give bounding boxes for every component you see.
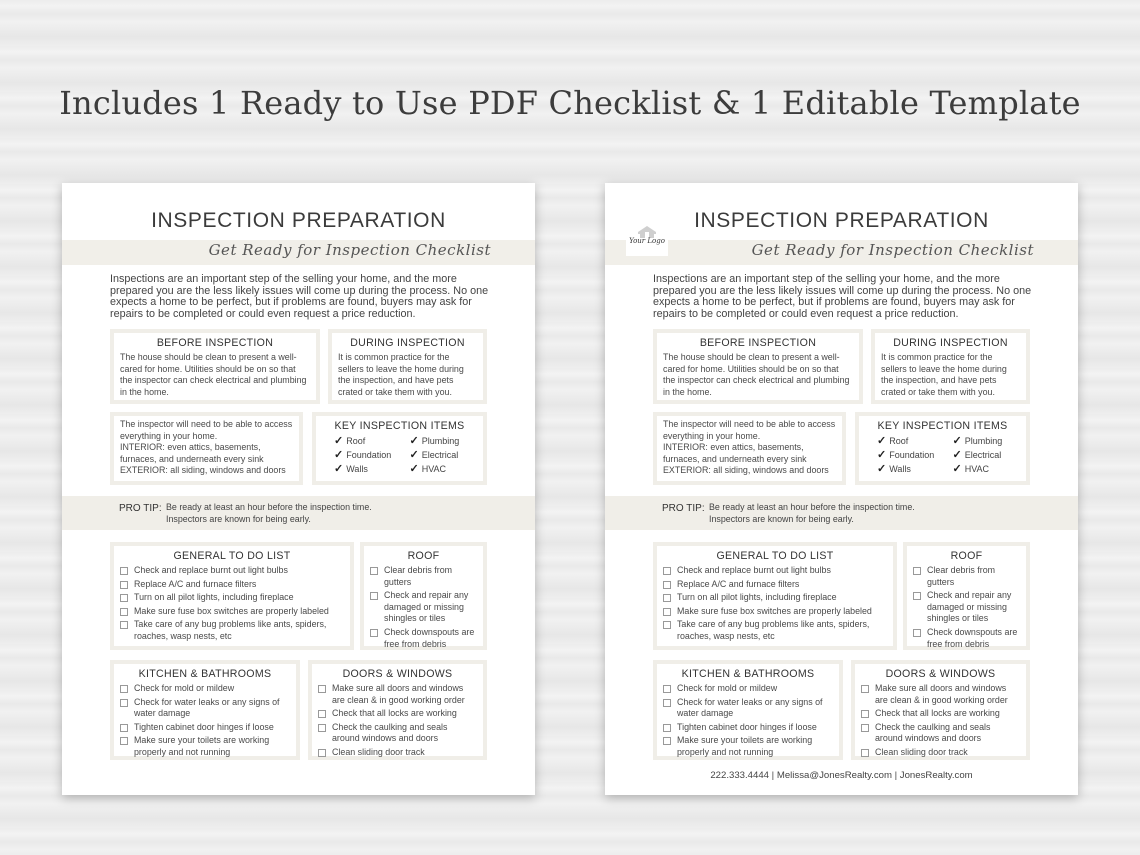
checkbox[interactable] xyxy=(120,724,128,732)
key-items-box xyxy=(855,412,1030,485)
general-todo-title: GENERAL TO DO LIST xyxy=(173,550,291,562)
key-item: ✓ HVAC xyxy=(409,462,447,475)
doors-windows-box xyxy=(851,660,1030,760)
page-title: INSPECTION PREPARATION xyxy=(694,209,989,232)
key-item: ✓ Roof xyxy=(334,435,366,447)
todo-item: Check for mold or mildew xyxy=(663,683,833,695)
todo-item: Check that all locks are working xyxy=(318,708,477,720)
todo-item: Make sure all doors and windows are clean & in good working order xyxy=(861,683,1020,706)
checkbox[interactable] xyxy=(120,699,128,707)
access-line-3: EXTERIOR: all siding, windows and doors xyxy=(663,465,829,476)
during-inspection-box xyxy=(871,329,1030,404)
checkmark-icon: ✓ xyxy=(334,435,344,447)
key-item: ✓ Walls xyxy=(877,462,911,475)
checkbox[interactable] xyxy=(663,724,671,732)
page-title: INSPECTION PREPARATION xyxy=(151,209,446,232)
checkbox[interactable] xyxy=(663,581,671,589)
before-inspection-title: BEFORE INSPECTION xyxy=(156,337,274,349)
todo-item: Check the caulking and seals around windows and doors xyxy=(861,722,1020,745)
todo-item: Check for mold or mildew xyxy=(120,683,290,695)
checkmark-icon: ✓ xyxy=(409,435,419,447)
access-box xyxy=(653,412,846,485)
doors-windows-title: DOORS & WINDOWS xyxy=(885,668,996,680)
page-subtitle: Get Ready for Inspection Checklist xyxy=(751,241,1034,259)
kitchen-bath-list xyxy=(120,683,290,759)
checkbox[interactable] xyxy=(861,710,869,718)
roof-box xyxy=(903,542,1030,650)
todo-item: Make sure fuse box switches are properly labeled xyxy=(663,606,887,618)
checkbox[interactable] xyxy=(913,567,921,575)
key-items-title: KEY INSPECTION ITEMS xyxy=(877,420,1008,432)
general-todo-title: GENERAL TO DO LIST xyxy=(716,550,834,562)
checkmark-icon: ✓ xyxy=(877,435,887,447)
checkmark-icon: ✓ xyxy=(952,435,962,447)
kitchen-bath-list xyxy=(663,683,833,759)
kitchen-bath-box xyxy=(653,660,843,760)
access-line-1: The inspector will need to be able to access everything in your home. xyxy=(120,419,293,441)
doors-windows-title: DOORS & WINDOWS xyxy=(342,668,453,680)
general-todo-list xyxy=(663,565,887,643)
key-item: ✓ Foundation xyxy=(334,448,392,461)
pro-tip-line: Inspectors are known for being early. xyxy=(709,513,854,524)
pro-tip-label: PRO TIP: xyxy=(119,503,162,514)
before-inspection-box xyxy=(653,329,863,404)
logo-text: Your Logo xyxy=(629,237,665,245)
checkbox[interactable] xyxy=(120,594,128,602)
contact-footer: 222.333.4444 | Melissa@JonesRealty.com | JonesRealty.com xyxy=(710,770,973,781)
checkbox[interactable] xyxy=(663,567,671,575)
checkbox[interactable] xyxy=(913,629,921,637)
key-items-grid xyxy=(865,435,1020,475)
pro-tip-line: Inspectors are known for being early. xyxy=(166,513,311,524)
todo-item: Clear debris from gutters xyxy=(370,565,477,588)
checkbox[interactable] xyxy=(861,685,869,693)
key-item: ✓ Electrical xyxy=(409,448,459,461)
todo-item: Clean sliding door track xyxy=(861,747,1020,759)
kitchen-bath-title: KITCHEN & BATHROOMS xyxy=(138,668,272,680)
todo-item: Check and repair any damaged or missing shingles or tiles xyxy=(913,590,1020,625)
before-inspection-body: The house should be clean to present a well-cared for home. Utilities should be on so that the inspector can check electrical and plumbing in the home. xyxy=(663,352,850,397)
key-item: ✓ Plumbing xyxy=(409,435,460,447)
todo-item: Make sure all doors and windows are clean & in good working order xyxy=(318,683,477,706)
key-items-box xyxy=(312,412,487,485)
todo-item: Clean sliding door track xyxy=(318,747,477,759)
todo-item: Check the caulking and seals around windows and doors xyxy=(318,722,477,745)
before-inspection-box xyxy=(110,329,320,404)
checkbox[interactable] xyxy=(663,685,671,693)
kitchen-bath-box xyxy=(110,660,300,760)
pro-tip-band xyxy=(605,496,1078,530)
checkmark-icon: ✓ xyxy=(334,448,344,461)
checkmark-icon: ✓ xyxy=(877,462,887,475)
todo-item: Check and repair any damaged or missing shingles or tiles xyxy=(370,590,477,625)
todo-item: Check downspouts are free from debris xyxy=(913,627,1020,650)
subtitle-band xyxy=(62,240,535,265)
todo-item: Make sure your toilets are working properly and not running xyxy=(120,735,290,758)
during-inspection-body: It is common practice for the sellers to leave the home during the inspection, and have pets crated or take them with you. xyxy=(881,352,1007,397)
access-line-3: EXTERIOR: all siding, windows and doors xyxy=(120,465,286,476)
roof-list xyxy=(370,565,477,650)
todo-item: Tighten cabinet door hinges if loose xyxy=(663,722,833,734)
during-inspection-body: It is common practice for the sellers to leave the home during the inspection, and have pets crated or take them with you. xyxy=(338,352,464,397)
checkbox[interactable] xyxy=(318,749,326,757)
todo-item: Replace A/C and furnace filters xyxy=(120,579,344,591)
checkbox[interactable] xyxy=(663,594,671,602)
todo-item: Take care of any bug problems like ants, spiders, roaches, wasp nests, etc xyxy=(120,619,344,642)
doors-windows-box xyxy=(308,660,487,760)
checkbox[interactable] xyxy=(120,608,128,616)
key-items-grid xyxy=(322,435,477,475)
pro-tip-text xyxy=(166,502,372,525)
todo-item: Tighten cabinet door hinges if loose xyxy=(120,722,290,734)
checkbox[interactable] xyxy=(861,724,869,732)
todo-item: Check and replace burnt out light bulbs xyxy=(120,565,344,577)
todo-item: Turn on all pilot lights, including fireplace xyxy=(663,592,887,604)
during-inspection-title: DURING INSPECTION xyxy=(893,337,1008,349)
key-item: ✓ Roof xyxy=(877,435,909,447)
todo-item: Make sure fuse box switches are properly labeled xyxy=(120,606,344,618)
access-line-2: INTERIOR: even attics, basements, furnaces, and underneath every sink xyxy=(663,442,807,464)
access-box xyxy=(110,412,303,485)
checkbox[interactable] xyxy=(120,621,128,629)
page-subtitle: Get Ready for Inspection Checklist xyxy=(208,241,491,259)
checkbox[interactable] xyxy=(120,737,128,745)
key-item: ✓ Plumbing xyxy=(952,435,1003,447)
intro-paragraph: Inspections are an important step of the selling your home, and the more prepared you are the less likely issues will come up during the process. No one expects a home to be perfect, but if problems are found, buyers may ask for repairs to be completed or could even request a price reduction. xyxy=(653,273,1032,320)
checkbox[interactable] xyxy=(663,621,671,629)
todo-item: Check downspouts are free from debris xyxy=(370,627,477,650)
pro-tip-label: PRO TIP: xyxy=(662,503,705,514)
checkmark-icon: ✓ xyxy=(877,448,887,461)
key-item: ✓ Walls xyxy=(334,462,368,475)
checkmark-icon: ✓ xyxy=(409,462,419,475)
key-items-title: KEY INSPECTION ITEMS xyxy=(334,420,465,432)
general-todo-box xyxy=(110,542,354,650)
todo-item: Check for water leaks or any signs of water damage xyxy=(120,697,290,720)
general-todo-list xyxy=(120,565,344,643)
checkbox[interactable] xyxy=(318,724,326,732)
headline: Includes 1 Ready to Use PDF Checklist & 1 Editable Template xyxy=(59,84,1081,122)
todo-item: Check and replace burnt out light bulbs xyxy=(663,565,887,577)
key-item: ✓ Electrical xyxy=(952,448,1002,461)
logo-placeholder xyxy=(626,228,668,256)
doors-windows-list xyxy=(318,683,477,759)
before-inspection-body: The house should be clean to present a well-cared for home. Utilities should be on so that the inspector can check electrical and plumbing in the home. xyxy=(120,352,307,397)
checklist-page-pdf xyxy=(62,183,535,795)
checkbox[interactable] xyxy=(370,567,378,575)
todo-item: Turn on all pilot lights, including fireplace xyxy=(120,592,344,604)
checkbox[interactable] xyxy=(663,699,671,707)
checkbox[interactable] xyxy=(370,629,378,637)
checkbox[interactable] xyxy=(120,567,128,575)
pro-tip-line: Be ready at least an hour before the inspection time. xyxy=(709,502,915,512)
todo-item: Take care of any bug problems like ants, spiders, roaches, wasp nests, etc xyxy=(663,619,887,642)
checkbox[interactable] xyxy=(370,592,378,600)
key-item: ✓ HVAC xyxy=(952,462,990,475)
general-todo-box xyxy=(653,542,897,650)
pro-tip-band xyxy=(62,496,535,530)
before-inspection-title: BEFORE INSPECTION xyxy=(699,337,817,349)
checkmark-icon: ✓ xyxy=(952,462,962,475)
checkmark-icon: ✓ xyxy=(952,448,962,461)
checkmark-icon: ✓ xyxy=(334,462,344,475)
checkbox[interactable] xyxy=(913,592,921,600)
checkbox[interactable] xyxy=(120,581,128,589)
todo-item: Clear debris from gutters xyxy=(913,565,1020,588)
todo-item: Replace A/C and furnace filters xyxy=(663,579,887,591)
roof-title: ROOF xyxy=(950,550,983,562)
todo-item: Make sure your toilets are working properly and not running xyxy=(663,735,833,758)
checkbox[interactable] xyxy=(120,685,128,693)
checkbox[interactable] xyxy=(318,685,326,693)
during-inspection-title: DURING INSPECTION xyxy=(350,337,465,349)
subtitle-band xyxy=(605,240,1078,265)
pro-tip-line: Be ready at least an hour before the inspection time. xyxy=(166,502,372,512)
checkbox[interactable] xyxy=(663,608,671,616)
todo-item: Check that all locks are working xyxy=(861,708,1020,720)
checkbox[interactable] xyxy=(663,737,671,745)
todo-item: Check for water leaks or any signs of water damage xyxy=(663,697,833,720)
checkbox[interactable] xyxy=(861,749,869,757)
roof-box xyxy=(360,542,487,650)
roof-list xyxy=(913,565,1020,650)
key-item: ✓ Foundation xyxy=(877,448,935,461)
checkbox[interactable] xyxy=(318,710,326,718)
doors-windows-list xyxy=(861,683,1020,759)
kitchen-bath-title: KITCHEN & BATHROOMS xyxy=(681,668,815,680)
access-line-2: INTERIOR: even attics, basements, furnaces, and underneath every sink xyxy=(120,442,264,464)
during-inspection-box xyxy=(328,329,487,404)
checklist-page-editable xyxy=(605,183,1078,795)
access-line-1: The inspector will need to be able to access everything in your home. xyxy=(663,419,836,441)
intro-paragraph: Inspections are an important step of the selling your home, and the more prepared you are the less likely issues will come up during the process. No one expects a home to be perfect, but if problems are found, buyers may ask for repairs to be completed or could even request a price reduction. xyxy=(110,273,489,320)
pro-tip-text xyxy=(709,502,915,525)
checkmark-icon: ✓ xyxy=(409,448,419,461)
roof-title: ROOF xyxy=(407,550,440,562)
house-icon xyxy=(636,224,658,238)
